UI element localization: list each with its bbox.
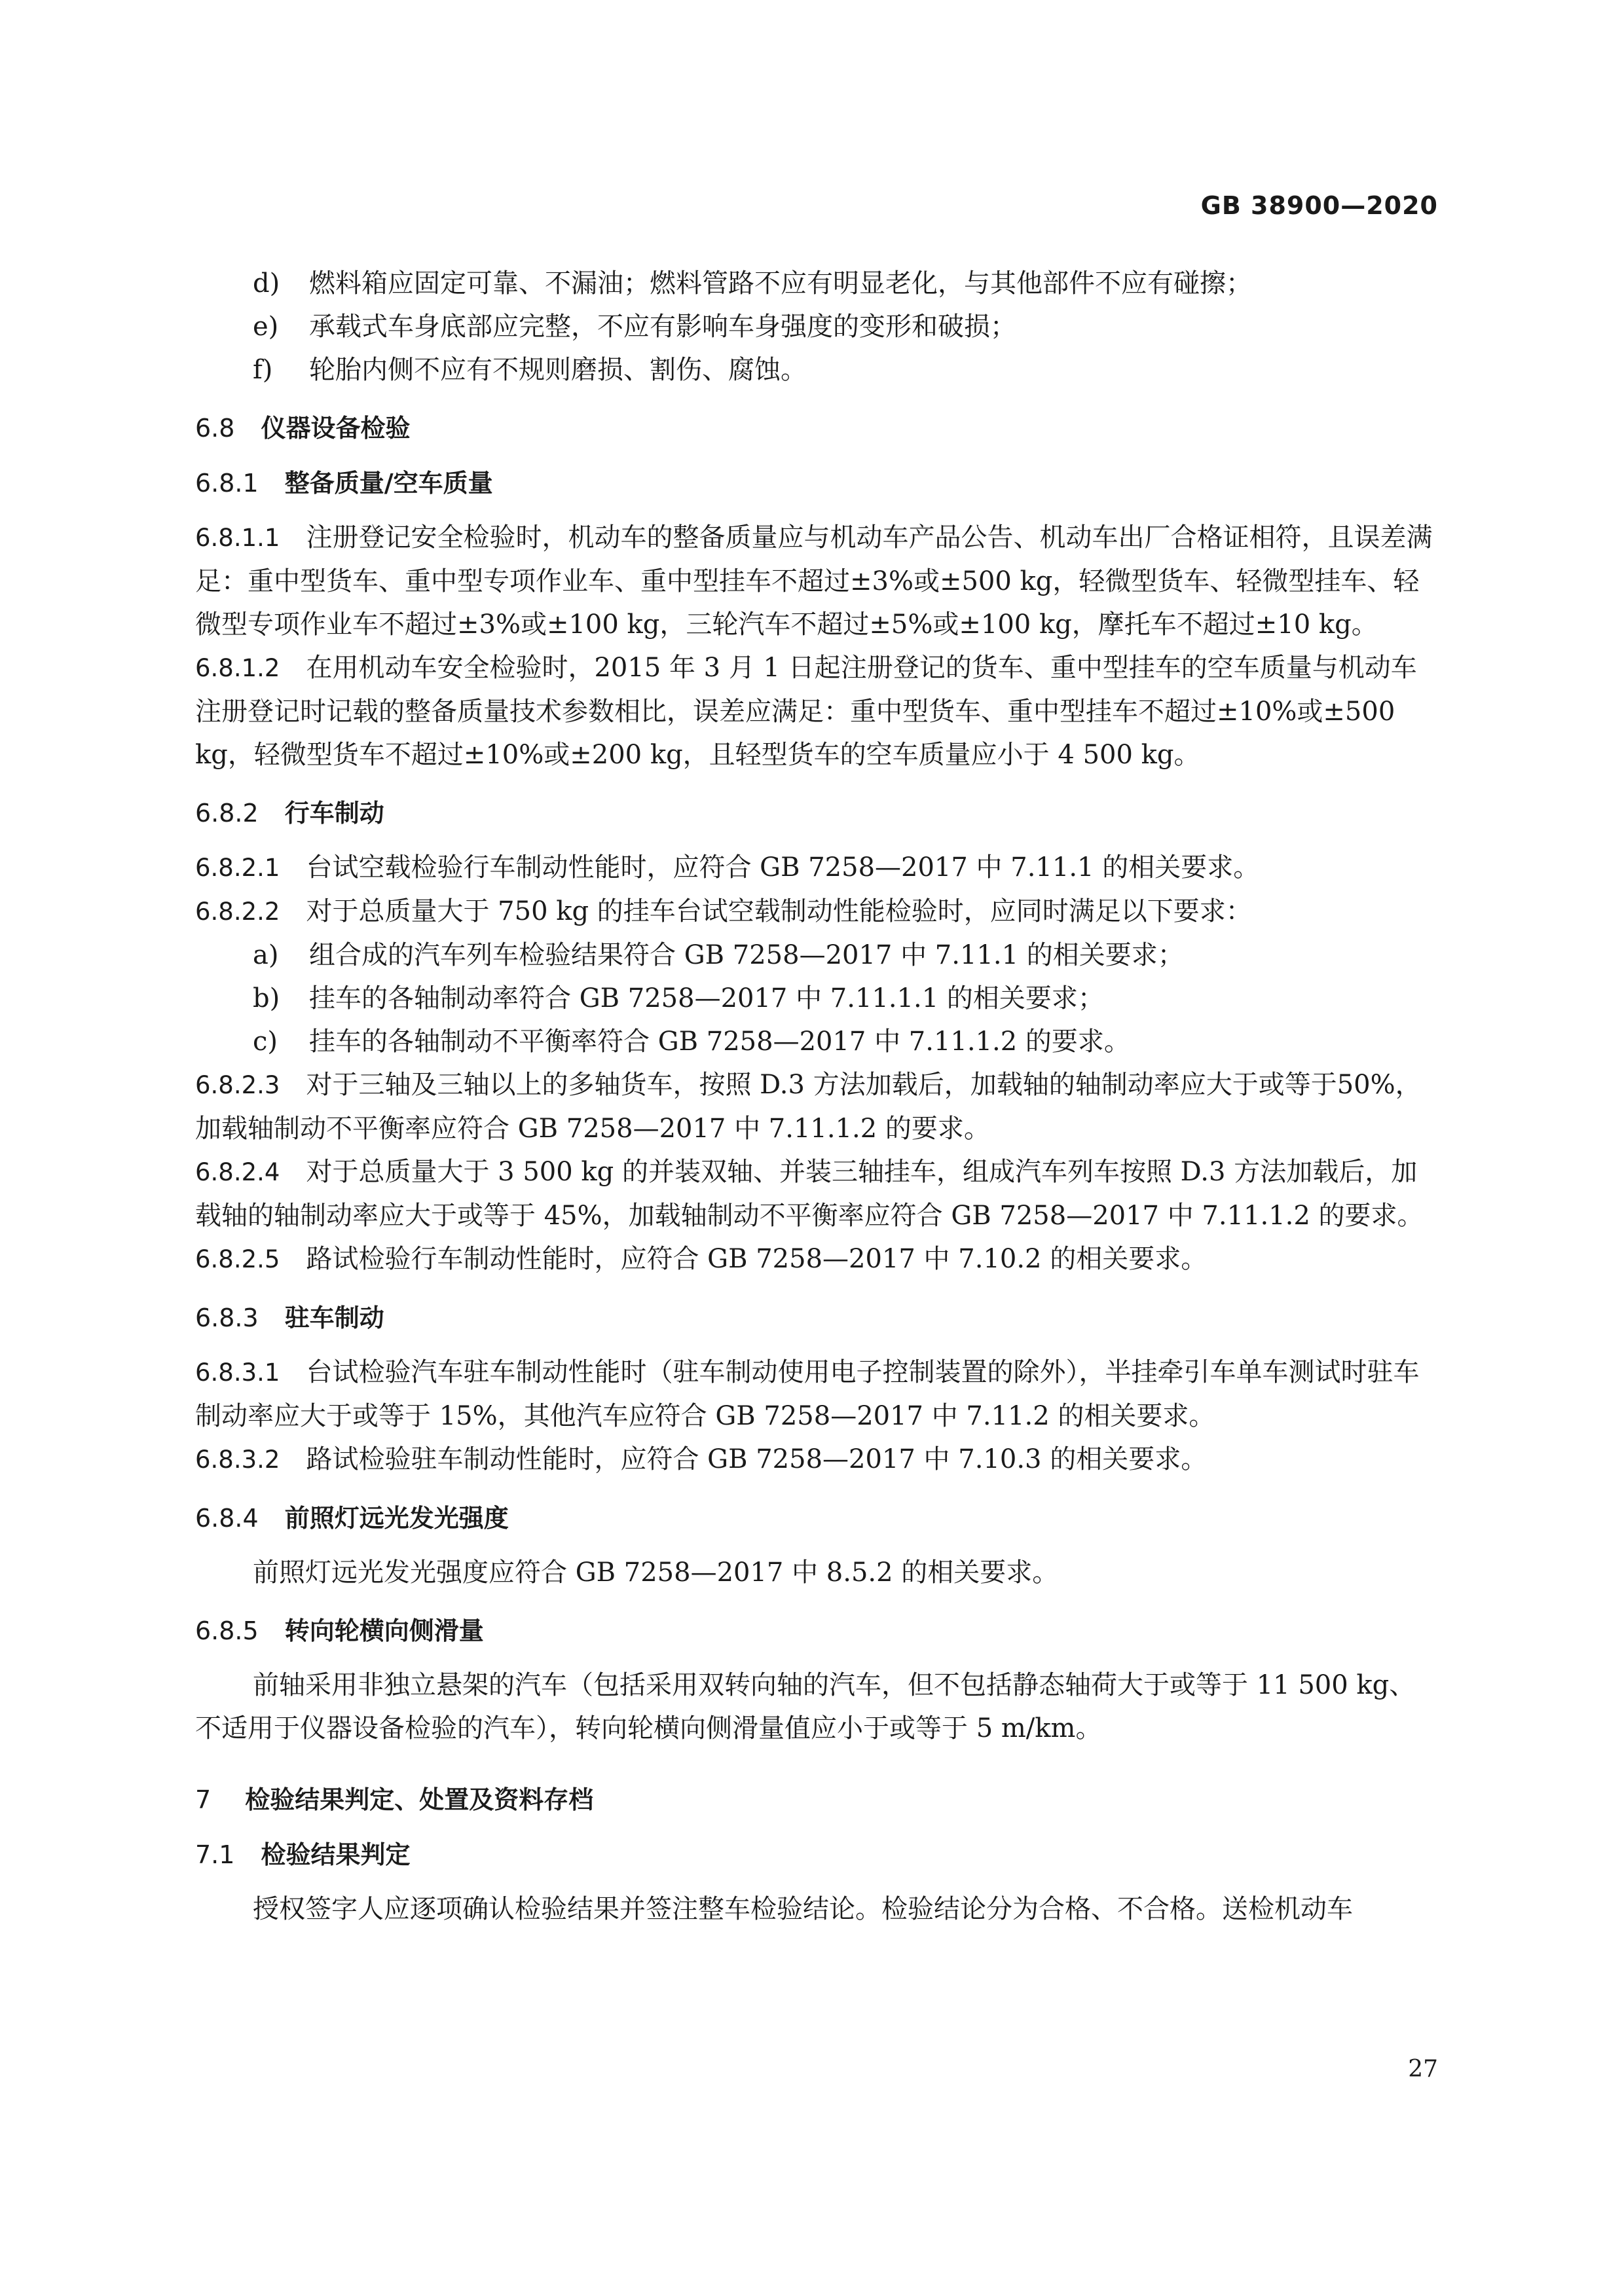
clause-text: 注册登记安全检验时，机动车的整备质量应与机动车产品公告、机动车出厂合格证相符，且误差满足：重中型货车、重中型专项作业车、重中型挂车不超过±3%或±500 kg，轻微型货车、轻微型挂车、轻微型专项作业车不超过±3%或±100 kg，三轮汽车不超过±5%或±100 kg，摩托车不超过±10 kg。 bbox=[195, 522, 1433, 640]
section-heading-7-1 bbox=[195, 1836, 1439, 1873]
section-title: 检验结果判定 bbox=[261, 1840, 411, 1869]
section-title: 前照灯远光发光强度 bbox=[284, 1504, 509, 1533]
section-heading-6-8-4 bbox=[195, 1500, 1439, 1537]
clause-6-8-2-1 bbox=[195, 846, 1439, 890]
list-item-label: c) bbox=[253, 1027, 278, 1057]
section-heading-7 bbox=[195, 1781, 1439, 1818]
clause-text: 台试检验汽车驻车制动性能时（驻车制动使用电子控制装置的除外），半挂牵引车单车测试时驻车制动率应大于或等于 15%，其他汽车应符合 GB 7258—2017 中 7.11.2 的相关要求。 bbox=[195, 1357, 1420, 1431]
section-number: 6.8.5 bbox=[195, 1616, 259, 1645]
list-item-text: 挂车的各轴制动率符合 GB 7258—2017 中 7.11.1.1 的相关要求； bbox=[309, 983, 1104, 1013]
clause-6-8-3-1 bbox=[195, 1351, 1439, 1438]
paragraph-7-1: 授权签字人应逐项确认检验结果并签注整车检验结论。检验结论分为合格、不合格。送检机动车 bbox=[253, 1894, 1353, 1924]
clause-text: 对于总质量大于 750 kg 的挂车台试空载制动性能检验时，应同时满足以下要求： bbox=[306, 896, 1252, 926]
clause-text: 台试空载检验行车制动性能时，应符合 GB 7258—2017 中 7.11.1 的相关要求。 bbox=[306, 852, 1260, 883]
clause-number: 6.8.2.2 bbox=[195, 898, 280, 926]
clause-6-8-2-2 bbox=[195, 890, 1439, 934]
list-item-text: 燃料箱应固定可靠、不漏油；燃料管路不应有明显老化，与其他部件不应有碰擦； bbox=[309, 268, 1252, 299]
section-number: 7.1 bbox=[195, 1840, 235, 1869]
clause-number: 6.8.2.1 bbox=[195, 854, 280, 882]
page-content bbox=[195, 262, 1439, 1931]
section-title: 仪器设备检验 bbox=[261, 414, 411, 443]
section-heading-6-8-3 bbox=[195, 1300, 1439, 1336]
clause-6-8-3-2 bbox=[195, 1438, 1439, 1482]
clause-number: 6.8.2.5 bbox=[195, 1245, 280, 1273]
list-item-label: b) bbox=[253, 983, 280, 1013]
clause-text: 路试检验驻车制动性能时，应符合 GB 7258—2017 中 7.10.3 的相关要求。 bbox=[306, 1444, 1208, 1474]
section-number: 6.8.2 bbox=[195, 799, 259, 828]
section-heading-6-8-5 bbox=[195, 1613, 1439, 1649]
list-item-label: f) bbox=[253, 355, 273, 385]
clause-text: 对于总质量大于 3 500 kg 的并装双轴、并装三轴挂车，组成汽车列车按照 D.3 方法加载后，加载轴的轴制动率应大于或等于 45%，加载轴制动不平衡率应符合 GB 7258—2017 中 7.11.1.2 的要求。 bbox=[195, 1157, 1424, 1231]
clause-6-8-2-3 bbox=[195, 1063, 1439, 1150]
page-number: 27 bbox=[1408, 2056, 1438, 2083]
paragraph-6-8-5: 前轴采用非独立悬架的汽车（包括采用双转向轴的汽车，但不包括静态轴荷大于或等于 11 500 kg、不适用于仪器设备检验的汽车），转向轮横向侧滑量值应小于或等于 5 m/km。 bbox=[195, 1670, 1416, 1743]
list-item-label: a) bbox=[253, 940, 279, 970]
clause-number: 6.8.2.4 bbox=[195, 1158, 280, 1186]
clause-number: 6.8.3.1 bbox=[195, 1358, 280, 1387]
clause-6-8-1-1 bbox=[195, 516, 1439, 646]
clause-text: 在用机动车安全检验时，2015 年 3 月 1 日起注册登记的货车、重中型挂车的空车质量与机动车注册登记时记载的整备质量技术参数相比，误差应满足：重中型货车、重中型挂车不超过±10%或±500 kg，轻微型货车不超过±10%或±200 kg，且轻型货车的空车质量应小于 4 500 kg。 bbox=[195, 653, 1417, 770]
section-title: 转向轮横向侧滑量 bbox=[284, 1616, 484, 1645]
clause-6-8-2-5 bbox=[195, 1237, 1439, 1281]
section-number: 6.8.4 bbox=[195, 1504, 259, 1533]
section-title: 整备质量/空车质量 bbox=[284, 469, 493, 498]
list-item-label: e) bbox=[253, 312, 279, 342]
section-title: 检验结果判定、处置及资料存档 bbox=[245, 1785, 594, 1814]
list-item-text: 承载式车身底部应完整，不应有影响车身强度的变形和破损； bbox=[309, 312, 1016, 342]
section-heading-6-8 bbox=[195, 410, 1439, 446]
clause-number: 6.8.1.2 bbox=[195, 654, 280, 682]
document-id: GB 38900—2020 bbox=[1200, 191, 1438, 220]
list-item-label: d) bbox=[253, 268, 280, 299]
section-number: 6.8 bbox=[195, 414, 235, 443]
section-heading-6-8-2 bbox=[195, 795, 1439, 831]
clause-6-8-2-4 bbox=[195, 1150, 1439, 1237]
clause-number: 6.8.3.2 bbox=[195, 1446, 280, 1474]
list-item-text: 轮胎内侧不应有不规则磨损、割伤、腐蚀。 bbox=[309, 355, 807, 385]
list-item bbox=[195, 1020, 1439, 1063]
clause-text: 路试检验行车制动性能时，应符合 GB 7258—2017 中 7.10.2 的相关要求。 bbox=[306, 1244, 1208, 1274]
section-heading-6-8-1 bbox=[195, 465, 1439, 501]
list-item bbox=[195, 262, 1439, 305]
section-number: 6.8.1 bbox=[195, 469, 259, 498]
list-top bbox=[195, 262, 1439, 392]
list-item bbox=[195, 348, 1439, 392]
list-item bbox=[195, 305, 1439, 348]
section-title: 行车制动 bbox=[284, 799, 384, 828]
list-item bbox=[195, 977, 1439, 1020]
paragraph-6-8-4: 前照灯远光发光强度应符合 GB 7258—2017 中 8.5.2 的相关要求。 bbox=[253, 1558, 1059, 1588]
section-number: 7 bbox=[195, 1785, 212, 1814]
list-item bbox=[195, 934, 1439, 977]
clause-number: 6.8.2.3 bbox=[195, 1071, 280, 1099]
section-title: 驻车制动 bbox=[284, 1303, 384, 1332]
section-number: 6.8.3 bbox=[195, 1303, 259, 1332]
list-item-text: 组合成的汽车列车检验结果符合 GB 7258—2017 中 7.11.1 的相关要求； bbox=[309, 940, 1184, 970]
clause-text: 对于三轴及三轴以上的多轴货车，按照 D.3 方法加载后，加载轴的轴制动率应大于或等于50%，加载轴制动不平衡率应符合 GB 7258—2017 中 7.11.1.2 的要求。 bbox=[195, 1070, 1422, 1144]
list-item-text: 挂车的各轴制动不平衡率符合 GB 7258—2017 中 7.11.1.2 的要求。 bbox=[309, 1027, 1130, 1057]
clause-6-8-1-2 bbox=[195, 646, 1439, 776]
clause-number: 6.8.1.1 bbox=[195, 524, 280, 552]
